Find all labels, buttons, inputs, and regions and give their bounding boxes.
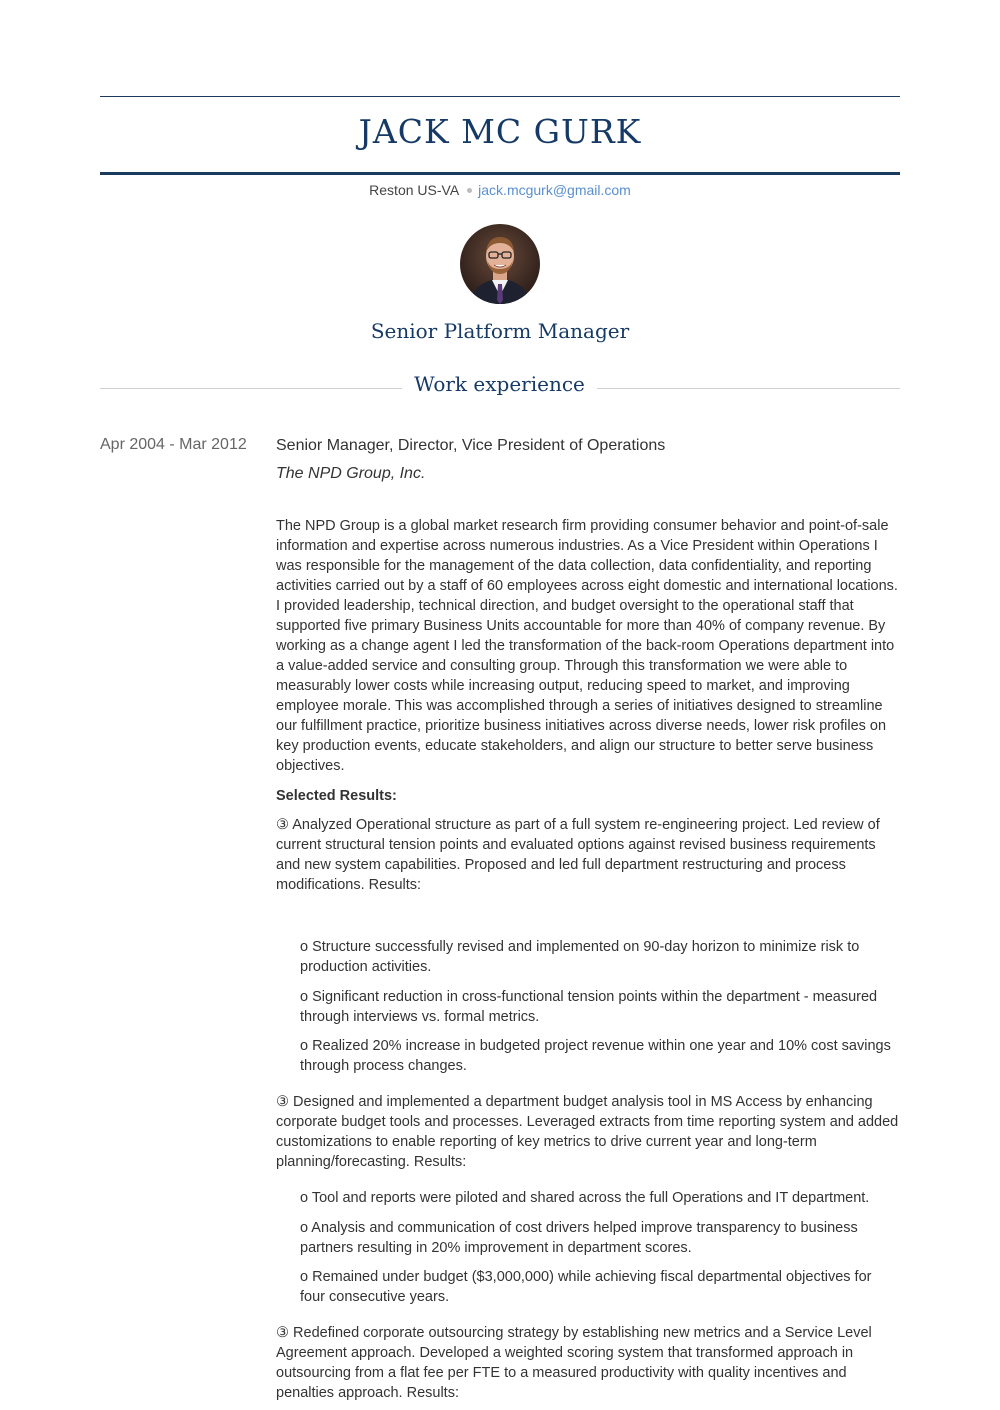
email-link[interactable]: jack.mcgurk@gmail.com xyxy=(478,182,631,198)
job-title: Senior Manager, Director, Vice President of Operations xyxy=(276,437,666,454)
list-item: o Structure successfully revised and implemented on 90-day horizon to minimize risk to production activities. xyxy=(300,939,860,975)
result-1-sub-3 xyxy=(276,1036,900,1076)
separator-dot xyxy=(467,188,472,193)
result-2: ③ Designed and implemented a department budget analysis tool in MS Access by enhancing corporate budget tools and processes. Leveraged extracts from time reporting system and added customizations to enable reporting of key metrics to drive current year and long-term planning/forecasting. Results: xyxy=(276,1094,899,1170)
section-header-work-experience xyxy=(100,372,900,402)
list-item: o Analysis and communication of cost drivers helped improve transparency to business partners resulting in 20% improvement in department scores. xyxy=(300,1220,858,1256)
result-3: ③ Redefined corporate outsourcing strategy by establishing new metrics and a Service Level Agreement approach. Developed a weighted scoring system that transformed approach in outsourcing from a flat fee per FTE to a measured productivity with quality incentives and penalties approach. Results: xyxy=(276,1325,872,1401)
result-2-sub-1 xyxy=(276,1188,900,1208)
person-name: JACK MC GURK xyxy=(358,112,642,151)
company-name: The NPD Group, Inc. xyxy=(276,465,426,482)
section-divider-right xyxy=(597,388,900,389)
list-item: o Significant reduction in cross-functional tension points within the department - measured through interviews vs. formal metrics. xyxy=(300,989,878,1025)
section-divider-left xyxy=(100,388,402,389)
avatar-photo xyxy=(460,224,540,304)
list-item: o Tool and reports were piloted and shared across the full Operations and IT department. xyxy=(300,1190,870,1206)
list-item: o Realized 20% increase in budgeted project revenue within one year and 10% cost savings through process changes. xyxy=(300,1038,891,1074)
location: Reston US-VA xyxy=(369,182,460,198)
header-top-rule xyxy=(100,96,900,97)
contact-line xyxy=(100,182,900,198)
result-1: ③ Analyzed Operational structure as part of a full system re-engineering project. Led review of current structural tension points and evaluated options against revised business requirements and new system capabilities. Proposed and led full department restructuring and process modifications. Results: xyxy=(276,817,880,893)
avatar xyxy=(460,224,540,304)
job-dates: Apr 2004 - Mar 2012 xyxy=(100,436,247,453)
headline: Senior Platform Manager xyxy=(370,319,630,343)
result-1-sub-2 xyxy=(276,987,900,1027)
result-2-sub-2 xyxy=(276,1218,900,1258)
list-item: o Remained under budget ($3,000,000) while achieving fiscal departmental objectives for four consecutive years. xyxy=(300,1269,872,1305)
result-2-sub-3 xyxy=(276,1267,900,1307)
job-summary: The NPD Group is a global market research firm providing consumer behavior and point-of-sale information and expertise across numerous industries. As a Vice President within Operations I was responsible for the management of the data collection, data confidentiality, and reporting activities carried out by a staff of 60 employees across eight domestic and international locations. I provided leadership, technical direction, and budget oversight to the operational staff that supported five primary Business Units accountable for more than 40% of company revenue. By working as a change agent I led the transformation of the back-room Operations department into a value-added service and consulting group. Through this transformation we were able to measurably lower costs while increasing output, reducing speed to market, and improving employee morale. This was accomplished through a series of initiatives designed to streamline our fulfillment practice, prioritize business initiatives across diverse needs, lower risk profiles on key production events, educate stakeholders, and align our structure to better serve business objectives. xyxy=(276,518,898,774)
header-bottom-rule xyxy=(100,172,900,175)
result-1-sub-1 xyxy=(276,937,900,977)
job-header xyxy=(276,436,900,484)
section-title: Work experience xyxy=(414,372,585,396)
results-label: Selected Results: xyxy=(276,788,397,804)
